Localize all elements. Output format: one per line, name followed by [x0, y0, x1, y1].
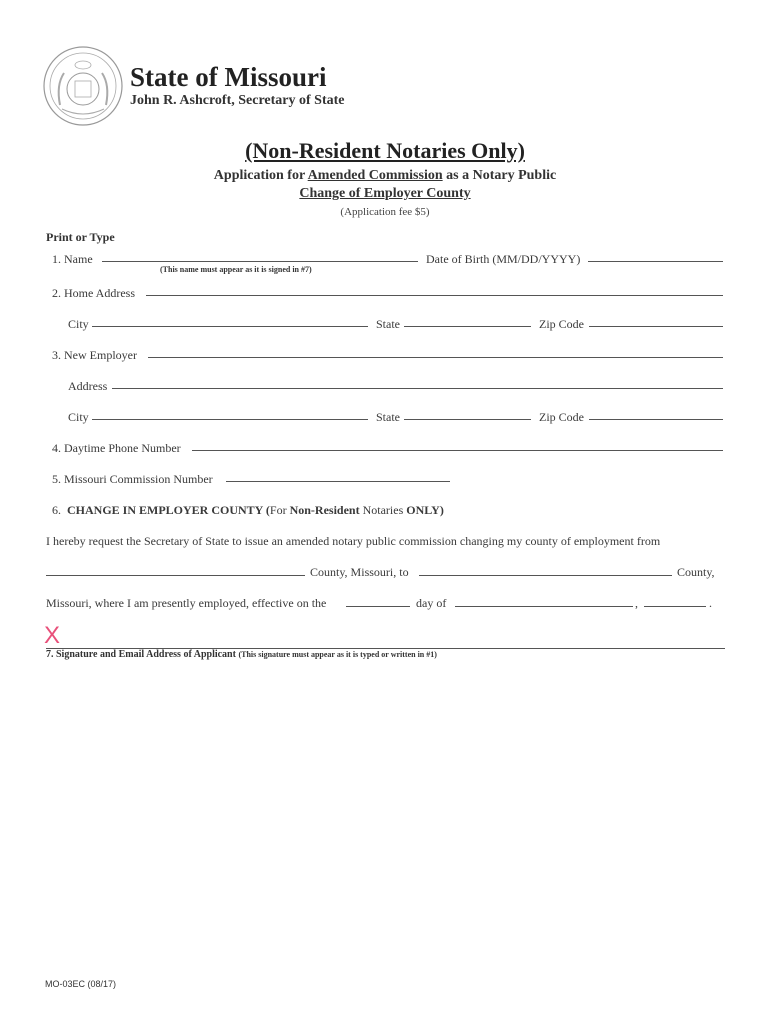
from-county-field[interactable] [46, 575, 305, 576]
missouri-where: Missouri, where I am presently employed, effective on the [46, 596, 327, 610]
to-county-field[interactable] [419, 575, 672, 576]
home-city-field[interactable] [92, 326, 368, 327]
dob-label: Date of Birth (MM/DD/YYYY) [426, 252, 581, 266]
county-missouri-to: County, Missouri, to [310, 565, 409, 579]
employer-zip-label: Zip Code [539, 410, 584, 424]
employer-zip-field[interactable] [589, 419, 723, 420]
new-employer-label: 3. New Employer [52, 348, 137, 362]
form-number: MO-03EC (08/17) [45, 979, 117, 989]
county-end: County, [677, 565, 715, 579]
home-zip-label: Zip Code [539, 317, 584, 331]
new-employer-field[interactable] [148, 357, 723, 358]
request-text: I hereby request the Secretary of State to issue an amended notary public commission changing my county of employment from [46, 534, 661, 548]
commission-number-label: 5. Missouri Commission Number [52, 472, 213, 486]
comma: , [635, 596, 638, 610]
signature-label [46, 649, 437, 660]
form-subheading-2: Change of Employer County [299, 186, 471, 201]
signature-label-text: 7. Signature and Email Address of Applicant [46, 649, 239, 660]
signature-x-mark: X [44, 622, 61, 649]
change-for: For [269, 503, 290, 517]
page-title: State of Missouri [130, 62, 327, 92]
dob-field[interactable] [588, 261, 723, 262]
home-state-label: State [376, 317, 400, 331]
subheading-suffix: as a Notary Public [442, 168, 557, 183]
form-subheading [0, 168, 770, 184]
name-field[interactable] [102, 261, 418, 262]
employer-state-field[interactable] [404, 419, 531, 420]
effective-year-field[interactable] [644, 606, 706, 607]
home-address-label: 2. Home Address [52, 286, 135, 300]
period: . [709, 596, 712, 610]
subheading-prefix: Application for [213, 168, 308, 183]
missouri-state-seal-icon [42, 45, 124, 127]
effective-month-field[interactable] [455, 606, 633, 607]
secretary-of-state: John R. Ashcroft, Secretary of State [130, 93, 345, 108]
effective-day-field[interactable] [346, 606, 410, 607]
print-or-type-label: Print or Type [46, 230, 115, 244]
change-county-heading [52, 503, 444, 518]
employer-address-field[interactable] [112, 388, 723, 389]
change-only: ONLY) [406, 503, 444, 517]
subheading-emphasis: Amended Commission [307, 168, 443, 183]
employer-state-label: State [376, 410, 400, 424]
day-of-label: day of [416, 596, 447, 610]
change-title: CHANGE IN EMPLOYER COUNTY ( [67, 503, 270, 517]
signature-note: (This signature must appear as it is typed or written in #1) [238, 650, 437, 659]
change-notaries: Notaries [359, 503, 407, 517]
home-city-label: City [68, 317, 89, 331]
home-zip-field[interactable] [589, 326, 723, 327]
employer-city-label: City [68, 410, 89, 424]
form-heading: (Non-Resident Notaries Only) [245, 138, 525, 163]
commission-number-field[interactable] [226, 481, 450, 482]
phone-field[interactable] [192, 450, 723, 451]
home-address-field[interactable] [146, 295, 723, 296]
name-label: 1. Name [52, 252, 93, 266]
home-state-field[interactable] [404, 326, 531, 327]
application-fee: (Application fee $5) [340, 206, 430, 218]
name-note: (This name must appear as it is signed in #7) [160, 265, 312, 274]
change-number: 6. [52, 503, 61, 517]
change-nonresident: Non-Resident [289, 503, 360, 517]
phone-label: 4. Daytime Phone Number [52, 441, 181, 455]
employer-address-label: Address [68, 379, 108, 393]
employer-city-field[interactable] [92, 419, 368, 420]
